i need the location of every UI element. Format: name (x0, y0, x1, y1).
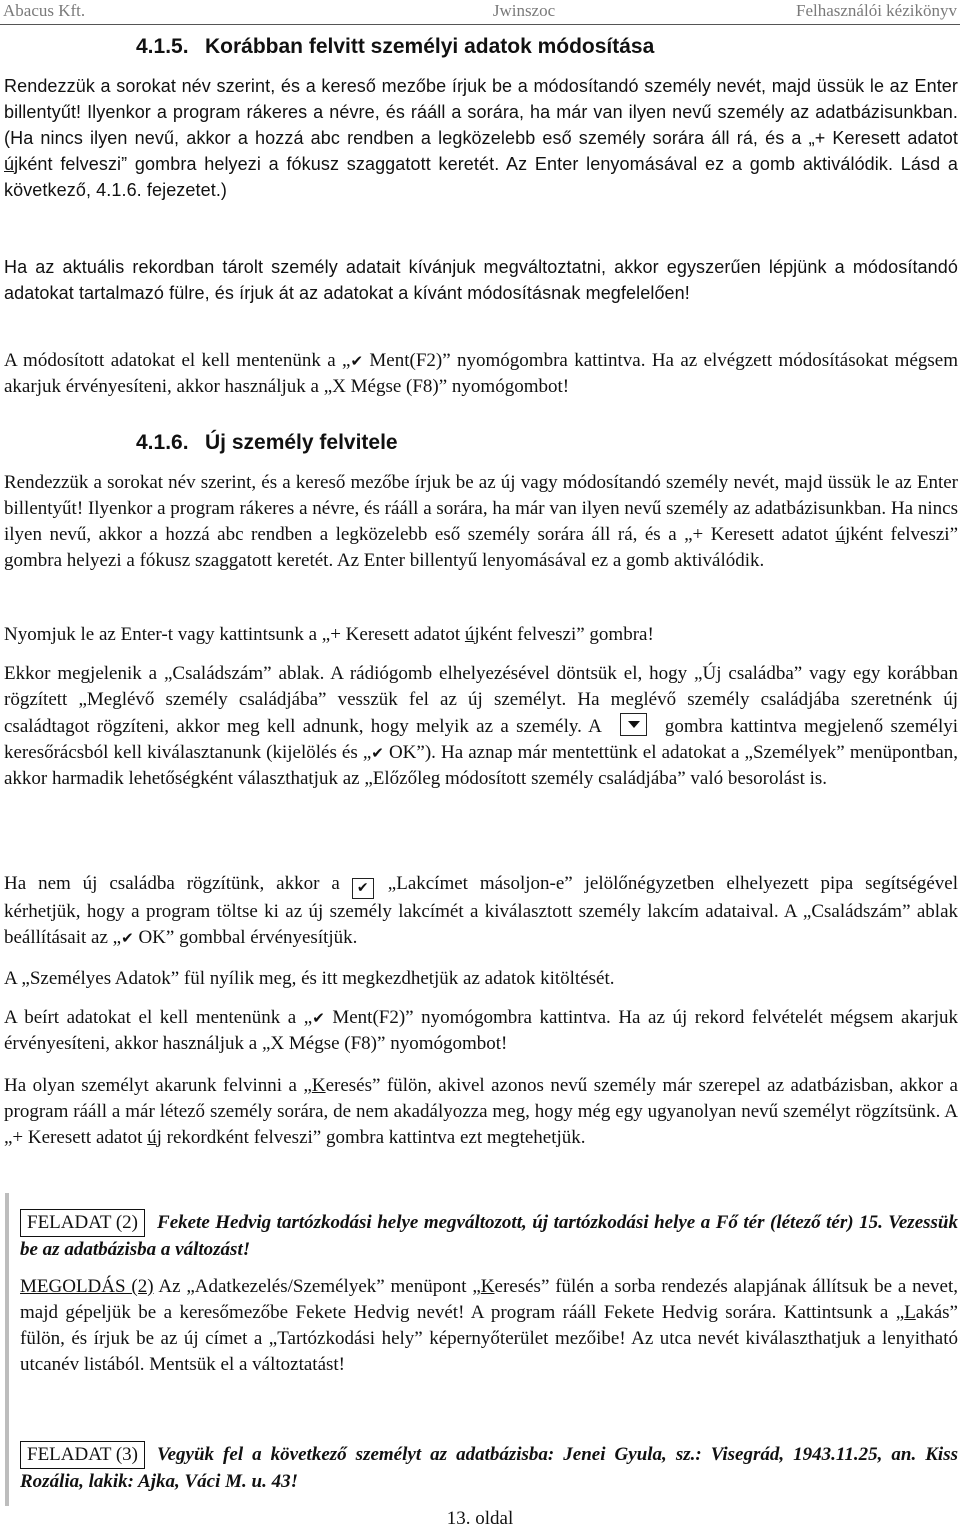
text-run: OK” gombbal érvényesítjük. (133, 927, 358, 948)
section-number: 4.1.5. (136, 35, 189, 58)
section1-paragraph-1 (4, 73, 958, 203)
solution-label: MEGOLDÁS (2) (20, 1276, 154, 1297)
task-label-box: FELADAT (3) (20, 1441, 145, 1469)
checkmark-icon: ✔ (312, 1009, 325, 1027)
underlined-hotkey: L (904, 1302, 916, 1323)
section-heading-4-1-6 (136, 431, 398, 455)
text-run: jként felveszi” gombra! (474, 624, 654, 645)
task-3 (20, 1441, 958, 1495)
text-run: Rendezzük a sorokat név szerint, és a kereső mezőbe írjuk be a módosítandó személy nevét, majd üssük le az Enter billentyűt! Ilyenkor a program rákeres a névre, és rááll a sorára, ha már van ilyen nevű személy az adatbázisunkban. (Ha nincs ilyen nevű, akkor a hozzá abc rendben a legközelebb eső személy sorára áll rá, és a „+ Keresett adatot (4, 76, 958, 148)
text-run: jként felveszi” gombra helyezi a fókusz szaggatott keretét. Az Enter billentyű lenyomásával ez a gomb aktiválódik. (4, 524, 958, 571)
page-number: 13. oldal (446, 1508, 514, 1529)
text-run: A módosított adatokat el kell mentenünk a „ (4, 350, 351, 371)
task-2 (20, 1209, 958, 1263)
text-run: Az „Adatkezelés/Személyek” menüpont „ (153, 1276, 481, 1297)
text-run: Rendezzük a sorokat név szerint, és a kereső mezőbe írjuk be az új vagy módosítandó személy nevét, majd üssük le az Enter billentyűt! Ilyenkor a program rákeres a névre, és rááll a sorára, ha már van ilyen nevű személy az adatbázisunkban. Ha nincs ilyen nevű, akkor a hozzá abc rendben a legközelebb eső személy sorára áll rá, és a „+ Keresett adatot (4, 472, 958, 545)
text-run: Ment(F2)” nyomógombra kattintva. Ha az új rekord felvételét mégsem akarjuk érvényesíteni, akkor használjuk a „X Mégse (F8)” nyomógombot! (4, 1007, 958, 1054)
section2-paragraph-2 (4, 622, 958, 648)
section-title: Korábban felvitt személyi adatok módosítása (205, 35, 655, 58)
page-header (0, 0, 960, 25)
task-text: Fekete Hedvig tartózkodási helye megváltozott, új tartózkodási helye a Fő tér (létező tér) 15. Vezessük be az adatbázisba a változást! (20, 1212, 958, 1260)
section2-paragraph-6 (4, 1005, 958, 1057)
text-run: A beírt adatokat el kell mentenünk a „ (4, 1007, 313, 1028)
section2-paragraph-7 (4, 1073, 958, 1151)
underlined-hotkey: K (480, 1276, 495, 1297)
underlined-hotkey: ú (835, 524, 845, 545)
header-product: Jwinszoc (492, 1, 556, 20)
section2-paragraph-3 (4, 661, 958, 792)
text-run: Ha az aktuális rekordban tárolt személy adatait kívánjuk megváltoztatni, akkor egyszerűen lépjünk a módosítandó adatokat tartalmazó fülre, és írjuk át az adatokat a kívánt módosításnak megfelelően! (4, 257, 958, 303)
section1-paragraph-3 (4, 348, 958, 400)
section2-paragraph-1 (4, 470, 958, 574)
checkbox-checked-icon: ✔ (352, 878, 374, 899)
task-label-box: FELADAT (2) (20, 1209, 145, 1237)
checkmark-icon: ✔ (350, 352, 364, 370)
text-run: Ekkor megjelenik a „Családszám” ablak. A rádiógomb elhelyezésével döntsük el, hogy „Új családba” vagy egy korábban rögzített „Meglévő személy családjába” vesszük fel az új személyt. Ha meglévő személy családjába szeretnénk új családtagot rögzíteni, akkor meg kell adnunk, hogy melyik az a személy. A (4, 663, 958, 737)
text-run: Ment(F2)” nyomógombra kattintva. Ha az elvégzett módosításokat mégsem akarjuk érvényesíteni, akkor használjuk a „X Mégse (F8)” nyomógombot! (4, 350, 958, 397)
text-run: OK”). Ha aznap már mentettünk el adatokat a „Személyek” menüpontban, akkor harmadik lehetőségként választhatjuk az „Előzőleg módosított személy családjába” való besorolást is. (4, 742, 958, 789)
text-run: gombra kattintva megjelenő személyi keresőrácsból kell kiválasztanunk (kijelölés és „ (4, 716, 959, 763)
underlined-hotkey: ú (4, 154, 15, 174)
underlined-hotkey: ú (464, 624, 475, 645)
text-run: eresés” fülön, akivel azonos nevű személy már szerepel az adatbázisban, akkor a program rááll a már létező személy sorára, de nem akadályozza meg, hogy még egy ugyanolyan nevű személyt rögzítsünk. A „+ Keresett adatot (4, 1075, 958, 1148)
text-run: Ha nem új családba rögzítünk, akkor a (4, 873, 340, 894)
text-run: eresés” fülén a sorba rendezés alapjának állítsuk be a nevet, majd gépeljük be a keresőmezőbe Fekete Hedvig nevét! A program rááll Fekete Hedvig sorára. Kattintsunk a „ (20, 1276, 959, 1323)
task-text: Vegyük fel a következő személyt az adatbázisba: Jenei Gyula, sz.: Visegrád, 1943.11.25, an. Kiss Rozália, lakik: Ajka, Váci M. u. 43! (20, 1444, 958, 1492)
task-sidebar-rule (5, 1193, 9, 1506)
text-run: j rekordként felveszi” gombra kattintva ezt megtehetjük. (156, 1127, 586, 1148)
header-company: Abacus Kft. (3, 1, 86, 20)
section2-paragraph-5 (4, 966, 958, 992)
section2-paragraph-4 (4, 871, 958, 951)
text-run: jként felveszi” gombra helyezi a fókusz szaggatott keretét. Az Enter lenyomásával ez a gomb aktiválódik. Lásd a következő, 4.1.6. fejezetet.) (4, 154, 958, 200)
task-2-solution (20, 1274, 958, 1378)
text-run: Nyomjuk le az Enter-t vagy kattintsunk a „+ Keresett adatot (4, 624, 465, 645)
header-document-title: Felhasználói kézikönyv (796, 1, 957, 20)
underlined-hotkey: ú (147, 1127, 157, 1148)
section1-paragraph-2 (4, 254, 958, 306)
text-run: „Lakcímet másoljon-e” jelölőnégyzetben elhelyezett pipa segítségével kérhetjük, hogy a program töltse ki az új személy lakcímét a kiválasztott személy lakcím adataival. A „Családszám” ablak beállításait az „ (4, 873, 958, 948)
checkmark-icon: ✔ (121, 929, 134, 947)
text-run: akás” fülön, és írjuk be az új címet a „Tartózkodási hely” képernyőterület mezőibe! Az utca nevét kiválaszthatjuk a lenyitható utcanév listából. Mentsük el a változtatást! (20, 1302, 958, 1375)
section-title: Új személy felvitele (205, 431, 398, 454)
dropdown-arrow-icon (620, 713, 647, 736)
section-heading-4-1-5 (136, 35, 654, 59)
text-run: Ha olyan személyt akarunk felvinni a „ (4, 1075, 312, 1096)
underlined-hotkey: K (311, 1075, 326, 1096)
text-run: A „Személyes Adatok” fül nyílik meg, és itt megkezdhetjük az adatok kitöltését. (4, 968, 615, 989)
section-number: 4.1.6. (136, 431, 189, 454)
checkmark-icon: ✔ (371, 744, 384, 762)
